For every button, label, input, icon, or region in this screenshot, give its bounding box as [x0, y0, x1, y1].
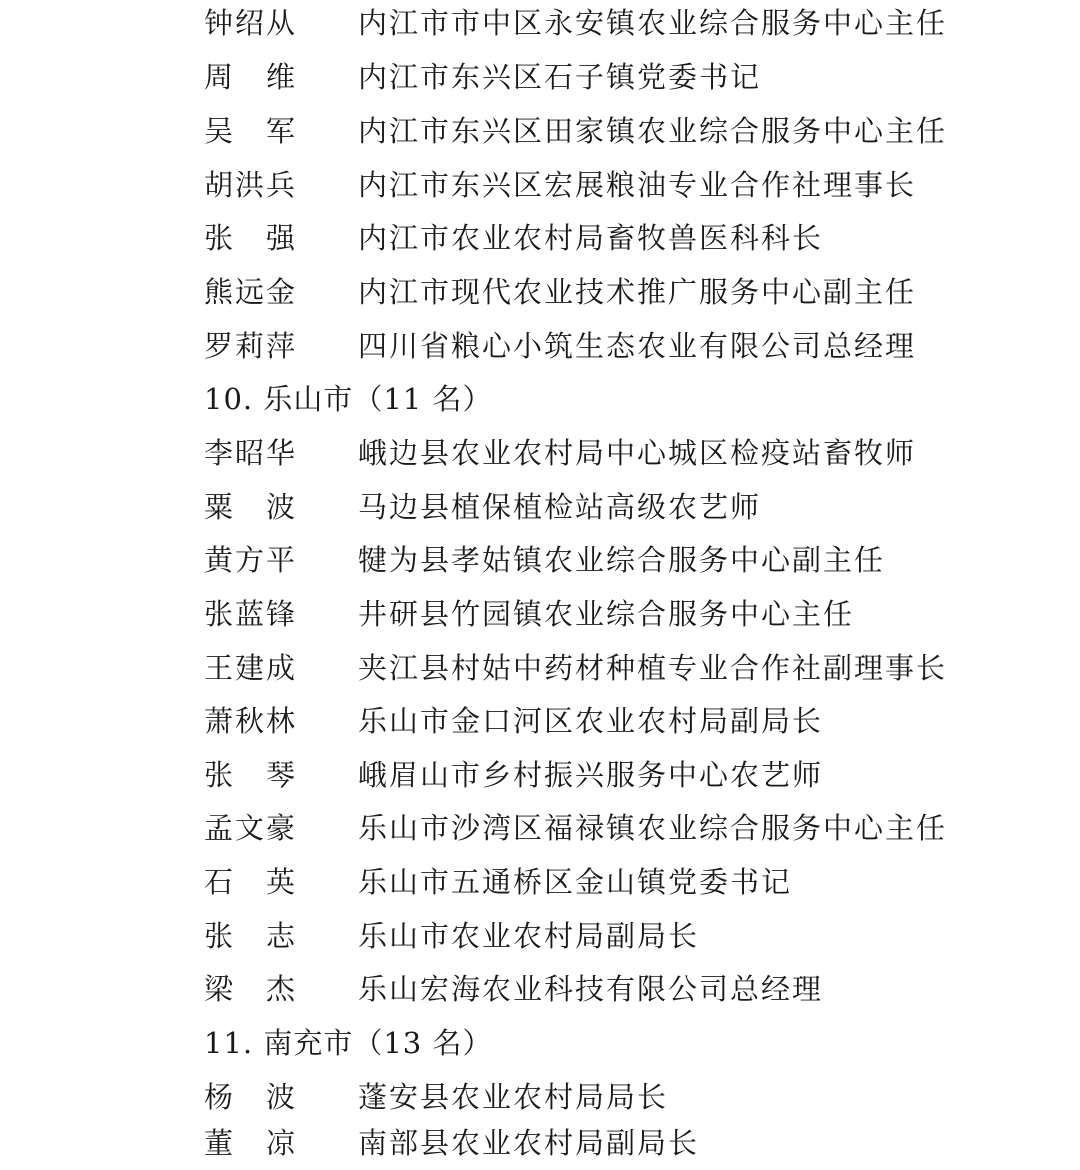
person-position: 乐山宏海农业科技有限公司总经理	[358, 972, 824, 1006]
section-heading-text: 10. 乐山市（11 名）	[204, 382, 493, 416]
person-position: 乐山市沙湾区福禄镇农业综合服务中心主任	[358, 811, 948, 845]
person-position: 乐山市五通桥区金山镇党委书记	[358, 865, 793, 899]
person-position: 峨眉山市乡村振兴服务中心农艺师	[358, 758, 824, 792]
person-name: 萧秋林	[204, 704, 298, 738]
person-position: 内江市现代农业技术推广服务中心副主任	[358, 275, 917, 309]
person-position: 峨边县农业农村局中心城区检疫站畜牧师	[358, 436, 917, 470]
person-name: 熊远金	[204, 275, 298, 309]
list-item	[0, 748, 1080, 802]
section-heading	[0, 372, 1080, 426]
list-item	[0, 1116, 1080, 1170]
list-item	[0, 50, 1080, 104]
person-position: 内江市东兴区石子镇党委书记	[358, 60, 762, 94]
person-name: 孟文豪	[204, 811, 298, 845]
person-name: 梁 杰	[204, 972, 298, 1006]
list-item	[0, 104, 1080, 158]
person-name: 董 凉	[204, 1126, 298, 1160]
person-name: 张蓝锋	[204, 597, 298, 631]
list-item	[0, 158, 1080, 212]
person-position: 马边县植保植检站高级农艺师	[358, 490, 762, 524]
list-item	[0, 533, 1080, 587]
person-name: 李昭华	[204, 436, 298, 470]
list-item	[0, 0, 1080, 50]
list-item	[0, 801, 1080, 855]
person-name: 胡洪兵	[204, 168, 298, 202]
person-name: 张 琴	[204, 758, 298, 792]
list-item	[0, 694, 1080, 748]
person-position: 乐山市金口河区农业农村局副局长	[358, 704, 824, 738]
person-position: 夹江县村姑中药材种植专业合作社副理事长	[358, 651, 948, 685]
person-position: 井研县竹园镇农业综合服务中心主任	[358, 597, 855, 631]
person-position: 南部县农业农村局副局长	[358, 1126, 700, 1160]
person-name: 粟 波	[204, 490, 298, 524]
person-position: 内江市东兴区田家镇农业综合服务中心主任	[358, 114, 948, 148]
person-name: 吴 军	[204, 114, 298, 148]
person-position: 四川省粮心小筑生态农业有限公司总经理	[358, 329, 917, 363]
person-position: 犍为县孝姑镇农业综合服务中心副主任	[358, 543, 886, 577]
person-name: 罗莉萍	[204, 329, 298, 363]
person-name: 黄方平	[204, 543, 298, 577]
list-item	[0, 265, 1080, 319]
person-position: 内江市农业农村局畜牧兽医科科长	[358, 221, 824, 255]
person-name: 王建成	[204, 651, 298, 685]
list-item	[0, 319, 1080, 373]
list-item	[0, 909, 1080, 963]
person-name: 钟绍从	[204, 6, 298, 40]
list-item	[0, 962, 1080, 1016]
person-position: 内江市市中区永安镇农业综合服务中心主任	[358, 6, 948, 40]
person-position: 蓬安县农业农村局局长	[358, 1080, 669, 1114]
list-item	[0, 641, 1080, 695]
person-name: 张 强	[204, 221, 298, 255]
person-position: 乐山市农业农村局副局长	[358, 919, 700, 953]
section-heading	[0, 1016, 1080, 1070]
section-heading-text: 11. 南充市（13 名）	[204, 1026, 493, 1060]
person-name: 周 维	[204, 60, 298, 94]
list-item	[0, 211, 1080, 265]
list-item	[0, 587, 1080, 641]
person-name: 张 志	[204, 919, 298, 953]
person-name: 石 英	[204, 865, 298, 899]
list-item	[0, 480, 1080, 534]
person-position: 内江市东兴区宏展粮油专业合作社理事长	[358, 168, 917, 202]
list-item	[0, 426, 1080, 480]
person-name: 杨 波	[204, 1080, 298, 1114]
list-item	[0, 855, 1080, 909]
